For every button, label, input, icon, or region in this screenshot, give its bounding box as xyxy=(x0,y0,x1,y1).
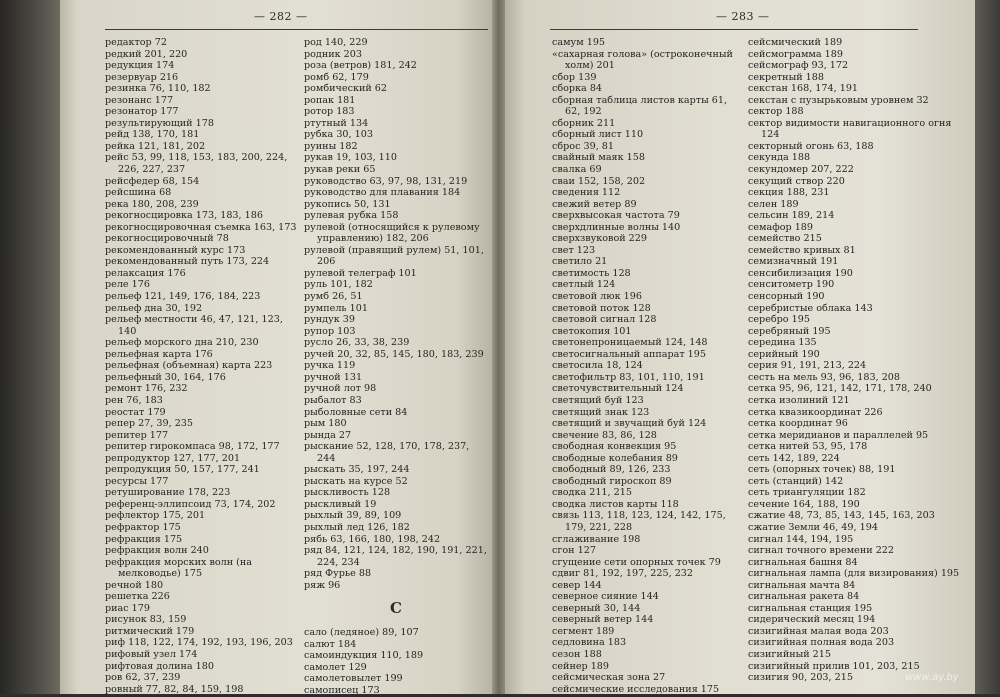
index-entry: руль 101, 182 xyxy=(304,279,373,291)
index-entry: руины 182 xyxy=(304,140,358,152)
index-entry: сельсин 189, 214 xyxy=(748,210,835,222)
index-entry: ромб 62, 179 xyxy=(304,71,369,83)
index-entry: рулевой телеграф 101 xyxy=(304,267,417,279)
index-entry: север 144 xyxy=(552,579,602,591)
index-entry: род 140, 229 xyxy=(304,37,368,48)
index-entry: сетка нитей 53, 95, 178 xyxy=(748,441,868,453)
index-entry: ртутный 134 xyxy=(304,117,369,129)
index-entry: сенсорный 190 xyxy=(748,291,825,303)
book-gutter xyxy=(492,0,505,694)
index-entry: родник 203 xyxy=(304,48,362,60)
index-entry: сектор 188 xyxy=(748,106,804,118)
index-entry: рыхлый 39, 89, 109 xyxy=(304,510,402,522)
index-entry: светокопия 101 xyxy=(552,325,632,337)
index-entry: сеть 142, 189, 224 xyxy=(748,452,840,464)
index-entry: результирующий 178 xyxy=(105,117,214,129)
index-entry: сводка листов карты 118 xyxy=(552,498,679,510)
index-entry: решетка 226 xyxy=(105,591,170,603)
index-entry: руководство для плавания 184 xyxy=(304,187,461,199)
index-entry: резонанс 177 xyxy=(105,94,174,106)
index-entry: сегмент 189 xyxy=(552,625,615,637)
right-page-column-2 xyxy=(748,37,966,684)
index-entry: рыхлый лед 126, 182 xyxy=(304,521,410,533)
index-entry: ремонт 176, 232 xyxy=(105,383,188,395)
index-entry: сгущение сети опорных точек 79 xyxy=(552,556,721,568)
index-entry: рулевой (относящийся к рулевому управлению) 182, 206 xyxy=(304,221,480,245)
index-entry: светлый 124 xyxy=(552,279,616,291)
index-entry: световой люк 196 xyxy=(552,291,642,303)
index-entry: свайный маяк 158 xyxy=(552,152,645,164)
index-entry: сигнальная станция 195 xyxy=(748,602,873,614)
index-entry: сеть (опорных точек) 88, 191 xyxy=(748,464,896,476)
index-entry: рекогносцировочная съемка 163, 173 xyxy=(105,221,297,233)
index-entry: сборный лист 110 xyxy=(552,129,644,141)
index-entry: сбор 139 xyxy=(552,71,597,83)
index-entry: сизигийный прилив 101, 203, 215 xyxy=(748,660,920,672)
index-entry: сизигийный 215 xyxy=(748,648,831,660)
index-entry: семафор 189 xyxy=(748,221,814,233)
index-entry: сизигия 90, 203, 215 xyxy=(748,672,853,684)
index-entry: светофильтр 83, 101, 110, 191 xyxy=(552,371,705,383)
index-entry: сало (ледяное) 89, 107 xyxy=(304,627,419,639)
index-entry: самописец 173 xyxy=(304,684,380,696)
left-page xyxy=(60,0,492,694)
index-entry: сейсмическая зона 27 xyxy=(552,672,666,684)
index-entry: ручной 131 xyxy=(304,371,363,383)
index-entry: светосигнальный аппарат 195 xyxy=(552,348,706,360)
index-entry: рекомендованный путь 173, 224 xyxy=(105,256,270,268)
index-entry: редукция 174 xyxy=(105,60,175,72)
watermark: www.ay.by xyxy=(905,672,959,683)
left-page-number: — 282 — xyxy=(254,10,308,23)
index-entry: реле 176 xyxy=(105,279,150,291)
book-edge-right xyxy=(975,0,1000,694)
left-page-column-2 xyxy=(304,37,488,697)
index-entry: семейство кривых 81 xyxy=(748,244,856,256)
index-entry: сигнальная лампа (для визирования) 195 xyxy=(748,568,960,580)
index-entry: сесть на мель 93, 96, 183, 208 xyxy=(748,371,901,383)
index-entry: ручка 119 xyxy=(304,360,356,372)
index-entry: рябь 63, 166, 180, 198, 242 xyxy=(304,533,441,545)
index-entry: резервуар 216 xyxy=(105,71,179,83)
index-entry: сектор видимости навигационного огня 124 xyxy=(748,117,952,141)
index-entry: сеть триангуляции 182 xyxy=(748,487,866,499)
index-entry: ряж 96 xyxy=(304,579,341,591)
index-entry: середина 135 xyxy=(748,337,817,349)
index-entry: репитер гирокомпаса 98, 172, 177 xyxy=(105,441,280,453)
index-entry: секунда 188 xyxy=(748,152,811,164)
index-entry: сизигийная полная вода 203 xyxy=(748,637,895,649)
index-entry: ретуширование 178, 223 xyxy=(105,487,231,499)
index-entry: световой поток 128 xyxy=(552,302,651,314)
index-entry: рыскание 52, 128, 170, 178, 237, 244 xyxy=(304,441,470,464)
index-entry: серия 91, 191, 213, 224 xyxy=(748,360,867,372)
index-entry: ротор 183 xyxy=(304,106,355,118)
index-entry: рифтовая долина 180 xyxy=(105,660,214,672)
index-entry: селен 189 xyxy=(748,198,799,210)
index-entry: светосила 18, 124 xyxy=(552,360,643,372)
index-entry: светимость 128 xyxy=(552,267,631,279)
right-page xyxy=(505,0,975,694)
index-entry: сдвиг 81, 192, 197, 225, 232 xyxy=(552,568,694,580)
index-entry: сборка 84 xyxy=(552,83,603,95)
index-entry: сетка 95, 96, 121, 142, 171, 178, 240 xyxy=(748,383,932,395)
index-entry: рисунок 83, 159 xyxy=(105,614,187,626)
index-entry: рыскать 35, 197, 244 xyxy=(304,464,410,476)
index-entry: сведения 112 xyxy=(552,187,621,199)
index-entry: самолетовылет 199 xyxy=(304,673,403,685)
index-entry: сидерический месяц 194 xyxy=(748,614,876,626)
index-entry: самум 195 xyxy=(552,37,606,48)
index-entry: рейс 53, 99, 118, 153, 183, 200, 224, 226, 227, 237 xyxy=(105,152,288,176)
index-entry: речной 180 xyxy=(105,579,164,591)
index-entry: рейка 121, 181, 202 xyxy=(105,140,206,152)
index-entry: секущий створ 220 xyxy=(748,175,845,187)
index-entry: руководство 63, 97, 98, 131, 219 xyxy=(304,175,468,187)
index-entry: рейсшина 68 xyxy=(105,187,172,199)
index-entry: ряд 84, 121, 124, 182, 190, 191, 221, 224, 234 xyxy=(304,545,487,568)
left-header-rule xyxy=(105,29,488,30)
index-entry: рыскать на курсе 52 xyxy=(304,475,408,487)
index-entry: «сахарная голова» (остроконечный холм) 201 xyxy=(552,48,733,72)
index-entry: серебряный 195 xyxy=(748,325,831,337)
index-entry: сборник 211 xyxy=(552,117,616,129)
index-entry: рыбалот 83 xyxy=(304,394,362,406)
index-entry: сетка меридианов и параллелей 95 xyxy=(748,429,929,441)
index-entry: серийный 190 xyxy=(748,348,820,360)
index-entry: сетка изолиний 121 xyxy=(748,394,850,406)
index-entry: румб 26, 51 xyxy=(304,291,363,303)
index-entry: сигнал точного времени 222 xyxy=(748,545,895,557)
index-entry: свалка 69 xyxy=(552,164,602,176)
index-entry: сенситометр 190 xyxy=(748,279,835,291)
index-entry: рында 27 xyxy=(304,429,352,441)
index-entry: сетка координат 96 xyxy=(748,418,848,430)
index-entry: северное сияние 144 xyxy=(552,591,659,603)
index-entry: сейсмограмма 189 xyxy=(748,48,843,60)
index-entry: рельеф дна 30, 192 xyxy=(105,302,203,314)
index-entry: репер 27, 39, 235 xyxy=(105,418,194,430)
index-entry: ручной лот 98 xyxy=(304,383,377,395)
index-entry: рифовый узел 174 xyxy=(105,648,198,660)
index-entry: свет 123 xyxy=(552,244,596,256)
index-entry: северный ветер 144 xyxy=(552,614,654,626)
index-entry: рекогносцировка 173, 183, 186 xyxy=(105,210,263,222)
index-entry: рельеф 121, 149, 176, 184, 223 xyxy=(105,291,261,303)
index-entry: русло 26, 33, 38, 239 xyxy=(304,337,410,349)
index-entry: сводка 211, 215 xyxy=(552,487,632,499)
index-entry: репитер 177 xyxy=(105,429,169,441)
index-entry: сейсмограф 93, 172 xyxy=(748,60,849,72)
index-entry: рулевая рубка 158 xyxy=(304,210,399,222)
index-entry: рекомендованный курс 173 xyxy=(105,244,246,256)
index-entry: рельефная (объемная) карта 223 xyxy=(105,360,273,372)
index-entry: сигнальная мачта 84 xyxy=(748,579,856,591)
index-entry: рукав реки 65 xyxy=(304,164,376,176)
index-entry: самоиндукция 110, 189 xyxy=(304,650,424,662)
index-entry: светящий буй 123 xyxy=(552,394,644,406)
index-entry: рефракция волн 240 xyxy=(105,545,209,557)
index-entry: резонатор 177 xyxy=(105,106,179,118)
index-entry: рым 180 xyxy=(304,418,347,430)
index-entry: рыскливый 19 xyxy=(304,498,377,510)
index-entry: секундомер 207, 222 xyxy=(748,164,854,176)
index-entry: румпель 101 xyxy=(304,302,368,314)
index-entry: рупор 103 xyxy=(304,325,356,337)
index-entry: сейнер 189 xyxy=(552,660,610,672)
section-letter: С xyxy=(390,599,402,618)
index-entry: светящий знак 123 xyxy=(552,406,650,418)
index-entry: рейд 138, 170, 181 xyxy=(105,129,200,141)
index-entry: реостат 179 xyxy=(105,406,166,418)
index-entry: рельеф морского дна 210, 230 xyxy=(105,337,259,349)
right-page-number: — 283 — xyxy=(716,10,770,23)
index-entry: сечение 164, 188, 190 xyxy=(748,498,860,510)
index-entry: рыскливость 128 xyxy=(304,487,391,499)
index-entry: серебро 195 xyxy=(748,314,810,326)
index-entry: редкий 201, 220 xyxy=(105,48,188,60)
index-entry: светонепроницаемый 124, 148 xyxy=(552,337,708,349)
index-entry: сигнальная ракета 84 xyxy=(748,591,860,603)
index-entry: рейсфедер 68, 154 xyxy=(105,175,200,187)
index-entry: рельефный 30, 164, 176 xyxy=(105,371,226,383)
right-header-rule xyxy=(550,29,918,30)
index-entry: световой сигнал 128 xyxy=(552,314,657,326)
index-entry: рулевой (правящий рулем) 51, 101, 206 xyxy=(304,244,484,268)
index-entry: секстан 168, 174, 191 xyxy=(748,83,859,95)
index-entry: сваи 152, 158, 202 xyxy=(552,175,646,187)
index-entry: роза (ветров) 181, 242 xyxy=(304,60,417,72)
index-entry: репродукция 50, 157, 177, 241 xyxy=(105,464,260,476)
index-entry: ровный 77, 82, 84, 159, 198 xyxy=(105,683,244,695)
index-entry: ромбический 62 xyxy=(304,83,387,95)
index-entry: ритмический 179 xyxy=(105,625,195,637)
index-entry: секретный 188 xyxy=(748,71,824,83)
index-entry: секторный огонь 63, 188 xyxy=(748,140,874,152)
index-entry: сглаживание 198 xyxy=(552,533,641,545)
index-entry: ров 62, 37, 239 xyxy=(105,672,181,684)
index-entry: сизигийная малая вода 203 xyxy=(748,625,889,637)
index-entry: рен 76, 183 xyxy=(105,394,163,406)
index-entry: секция 188, 231 xyxy=(748,187,830,199)
left-page-column-1 xyxy=(105,37,300,695)
index-entry: секстан с пузырьковым уровнем 32 xyxy=(748,94,929,106)
index-entry: ручей 20, 32, 85, 145, 180, 183, 239 xyxy=(304,348,484,360)
index-entry: сборная таблица листов карты 61, 62, 192 xyxy=(552,94,728,118)
index-entry: сенсибилизация 190 xyxy=(748,267,853,279)
index-entry: рекогносцировочный 78 xyxy=(105,233,229,245)
index-entry: северный 30, 144 xyxy=(552,602,641,614)
index-entry: референц-эллипсоид 73, 174, 202 xyxy=(105,498,276,510)
index-entry: рельефная карта 176 xyxy=(105,348,213,360)
book-edge-left xyxy=(0,0,60,694)
index-entry: свежий ветер 89 xyxy=(552,198,637,210)
index-entry: светило 21 xyxy=(552,256,608,268)
index-entry: ресурсы 177 xyxy=(105,475,169,487)
index-entry: седловина 183 xyxy=(552,637,627,649)
index-entry: сверхдлинные волны 140 xyxy=(552,221,681,233)
index-entry: сигнальная башня 84 xyxy=(748,556,858,568)
index-entry: свободные колебания 89 xyxy=(552,452,678,464)
index-entry: свечение 83, 86, 128 xyxy=(552,429,657,441)
index-entry: релаксация 176 xyxy=(105,267,186,279)
index-entry: рубка 30, 103 xyxy=(304,129,373,141)
index-entry: рефрактор 175 xyxy=(105,521,181,533)
index-entry: светящий и звучащий буй 124 xyxy=(552,418,707,430)
index-entry: рефракция морских волн (на мелководье) 175 xyxy=(105,556,253,580)
index-entry: рукав 19, 103, 110 xyxy=(304,152,397,164)
index-entry: светочувствительный 124 xyxy=(552,383,684,395)
index-entry: рундук 39 xyxy=(304,314,355,326)
index-entry: ряд Фурье 88 xyxy=(304,568,372,580)
index-entry: свободный 89, 126, 233 xyxy=(552,464,671,476)
index-entry: семизначный 191 xyxy=(748,256,839,268)
index-entry: свободный гироскоп 89 xyxy=(552,475,672,487)
index-entry: семейство 215 xyxy=(748,233,822,245)
index-entry: резинка 76, 110, 182 xyxy=(105,83,211,95)
index-entry: связь 113, 118, 123, 124, 142, 175, 179, 221, 228 xyxy=(552,510,726,533)
index-entry: рельеф местности 46, 47, 121, 123, 140 xyxy=(105,314,283,337)
index-entry: сжатие Земли 46, 49, 194 xyxy=(748,521,878,533)
index-entry: редактор 72 xyxy=(105,37,167,48)
index-entry: рефлектор 175, 201 xyxy=(105,510,206,522)
index-entry: сжатие 48, 73, 85, 143, 145, 163, 203 xyxy=(748,510,935,522)
index-entry: репродуктор 127, 177, 201 xyxy=(105,452,241,464)
index-entry: рыболовные сети 84 xyxy=(304,406,408,418)
index-entry: салют 184 xyxy=(304,638,357,650)
index-entry: сброс 39, 81 xyxy=(552,140,615,152)
index-entry: рефракция 175 xyxy=(105,533,183,545)
index-entry: рукопись 50, 131 xyxy=(304,198,391,210)
index-entry: сейсмический 189 xyxy=(748,37,843,48)
index-entry: сезон 188 xyxy=(552,648,602,660)
index-entry: сеть (станций) 142 xyxy=(748,475,844,487)
index-entry: сигнал 144, 194, 195 xyxy=(748,533,854,545)
index-entry: сейсмические исследования 175 xyxy=(552,683,720,695)
index-entry: сгон 127 xyxy=(552,545,596,557)
index-entry: самолет 129 xyxy=(304,661,367,673)
index-entry: река 180, 208, 239 xyxy=(105,198,199,210)
index-entry: сетка квазикоординат 226 xyxy=(748,406,883,418)
index-entry: серебристые облака 143 xyxy=(748,302,873,314)
index-entry: ропак 181 xyxy=(304,94,356,106)
index-entry: риф 118, 122, 174, 192, 193, 196, 203 xyxy=(105,637,293,649)
index-entry: риас 179 xyxy=(105,602,150,614)
index-entry: сверхвысокая частота 79 xyxy=(552,210,680,222)
index-entry: сверхзвуковой 229 xyxy=(552,233,647,245)
index-entry: свободная конвекция 95 xyxy=(552,441,677,453)
right-page-column-1 xyxy=(552,37,744,695)
